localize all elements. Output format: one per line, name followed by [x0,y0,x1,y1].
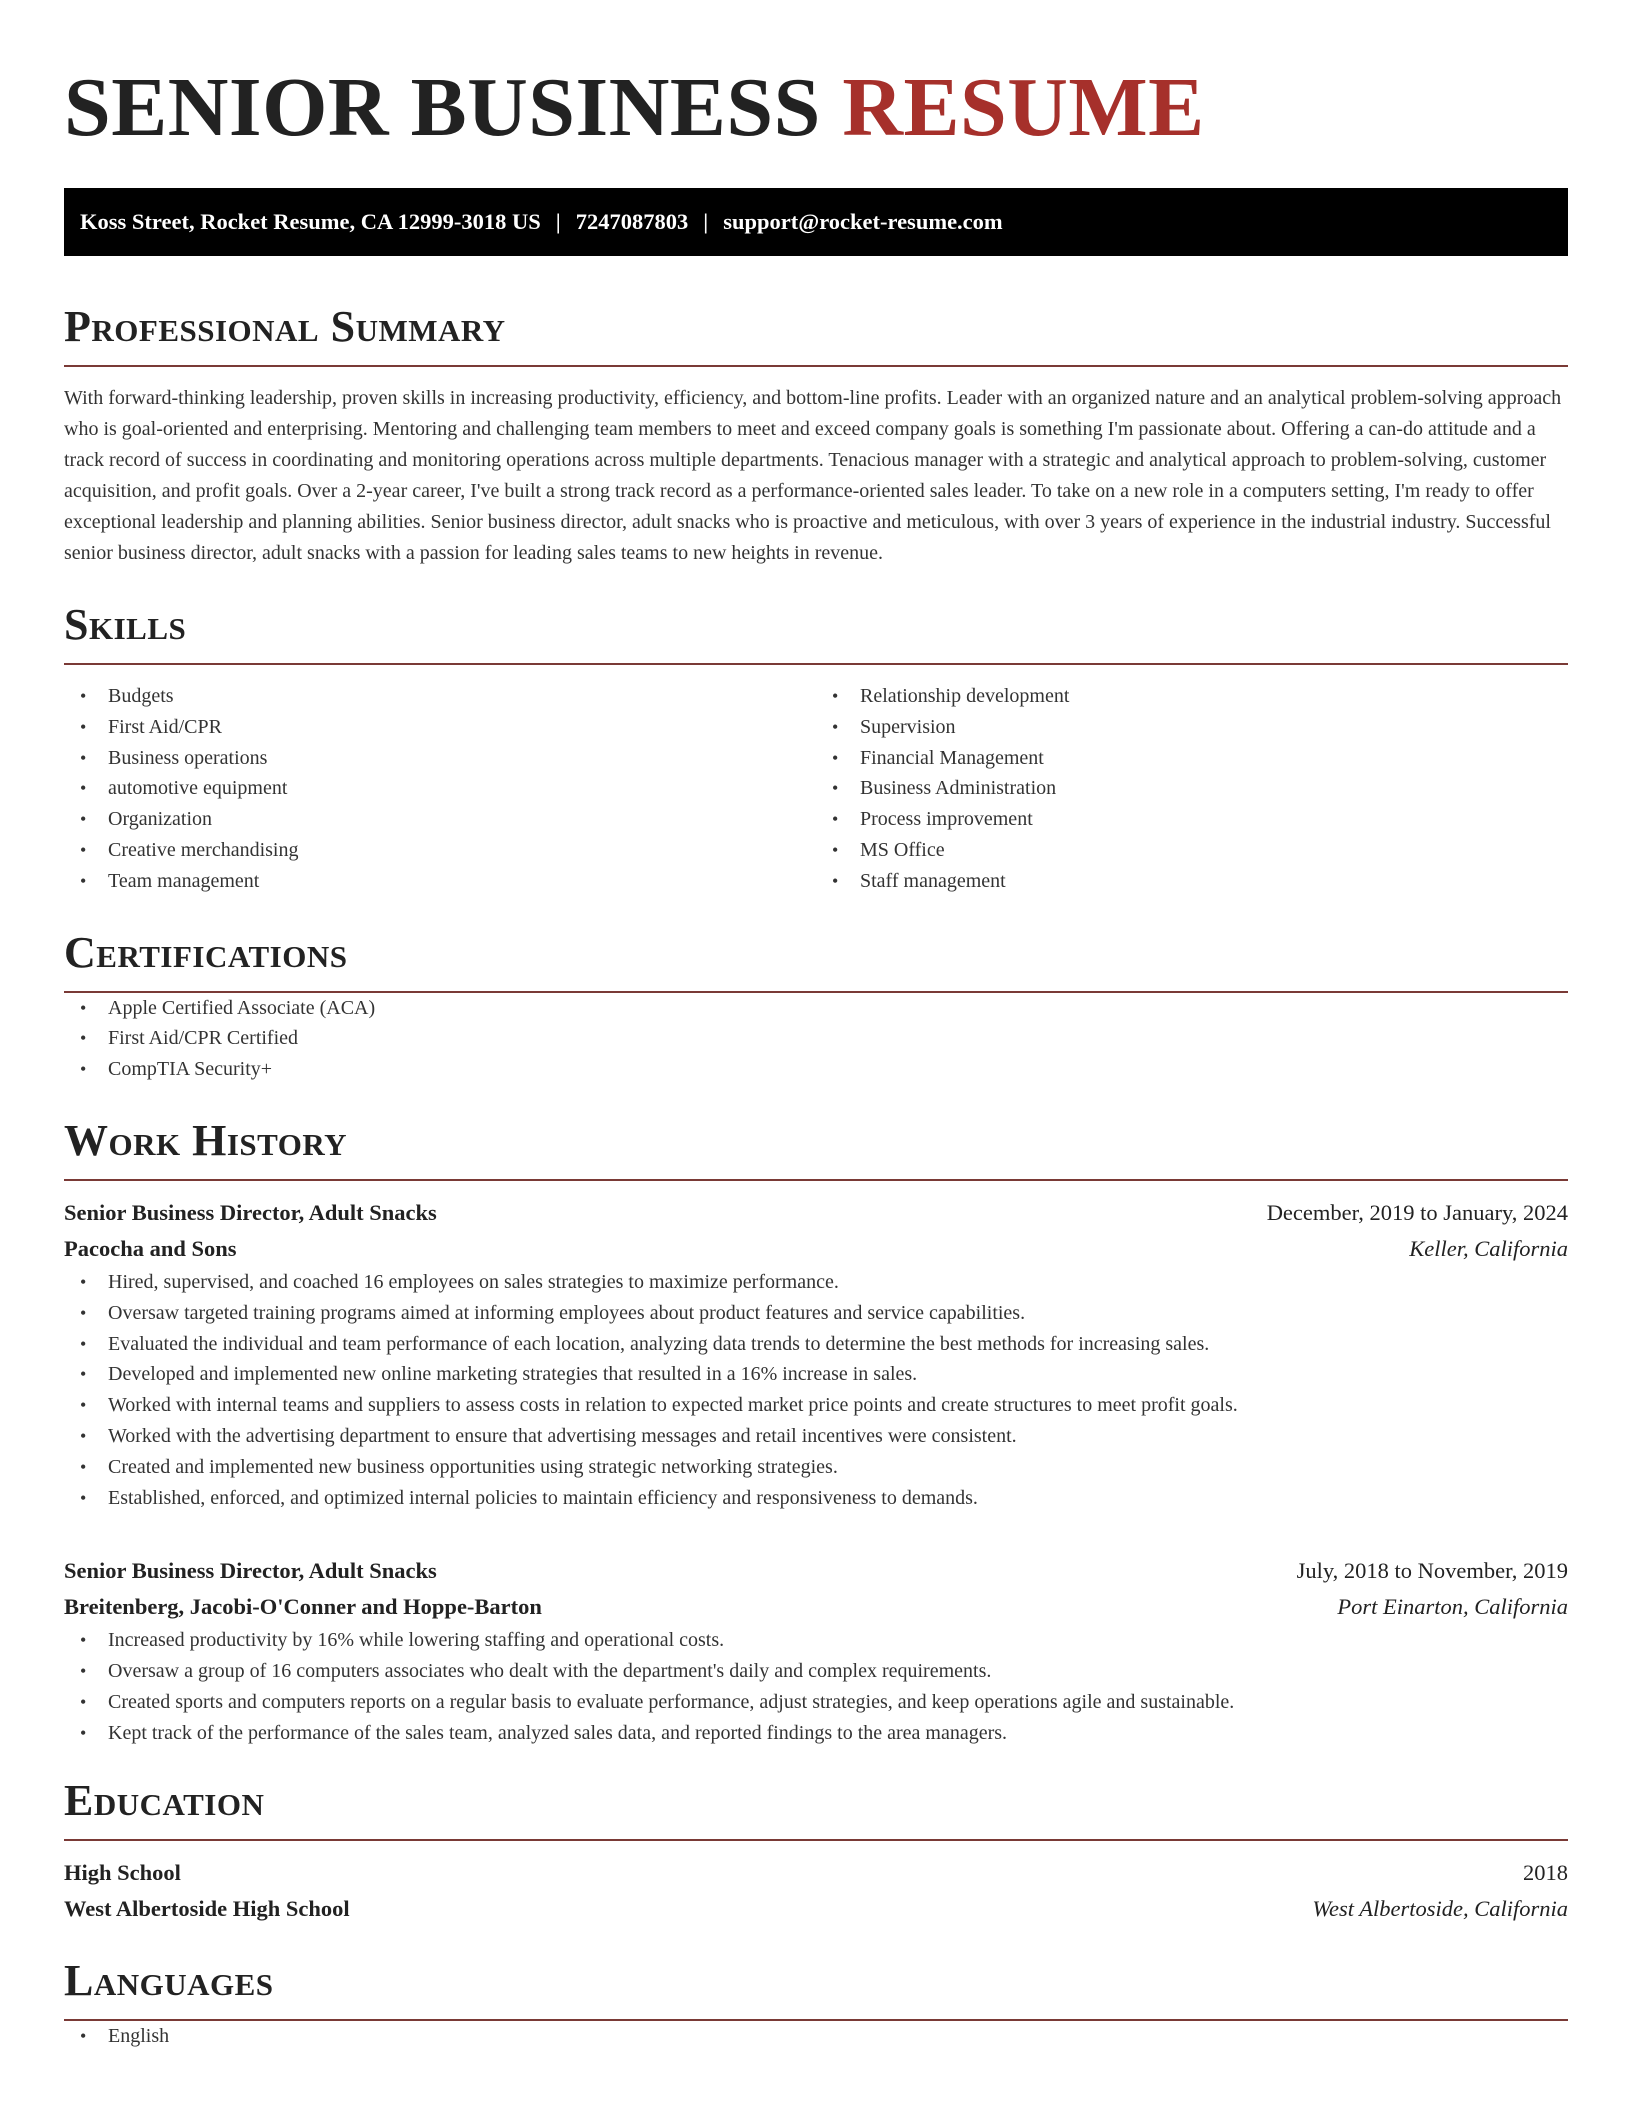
skill-item: • MS Office [816,835,1568,866]
summary-text: With forward-thinking leadership, proven skills in increasing productivity, efficiency, and bottom-line profits. Leader with an organized nature and an analytical problem-solving approach who is goal-oriented and enterprising. Mentoring and challenging team members to meet and exceed company goals is something I'm passionate about. Offering a can-do attitude and a track record of success in coordinating and monitoring operations across multiple departments. Tenacious manager with a strategic and analytical approach to problem-solving, customer acquisition, and profit goals. Over a 2-year career, I've built a strong track record as a performance-oriented sales leader. To take on a new role in a computers setting, I'm ready to offer exceptional leadership and planning abilities. Senior business director, adult snacks who is proactive and meticulous, with over 3 years of experience in the industrial industry. Successful senior business director, adult snacks with a passion for leading sales teams to new heights in revenue. [64,387,1562,564]
skills-columns [64,681,1568,897]
section-divider [64,1839,1568,1841]
education-school: West Albertoside High School [64,1895,350,1921]
skills-list-left [64,681,816,897]
skills-list-right [816,681,1568,897]
section-title-languages: Languages [64,1955,274,2005]
language-item: • English [64,2021,1568,2052]
professional-summary-section [64,302,1568,569]
education-location: West Albertoside, California [1312,1895,1568,1921]
section-divider [64,365,1568,367]
certifications-section [64,927,1568,1085]
title-accent: RESUME [842,61,1205,154]
job-bullet: • Established, enforced, and optimized internal policies to maintain efficiency and responsiveness to demands. [64,1483,1568,1514]
job-header-row [64,1195,1568,1231]
job-location: Port Einarton, California [1337,1594,1568,1620]
section-title-education: Education [64,1775,265,1825]
certification-item: • First Aid/CPR Certified [64,1023,1568,1054]
skill-item: • Organization [64,804,816,835]
skill-item: • automotive equipment [64,773,816,804]
skill-item: • Process improvement [816,804,1568,835]
skill-item: • Financial Management [816,743,1568,774]
education-entry [64,1855,1568,1927]
languages-list [64,2021,1568,2052]
section-title-skills: Skills [64,600,187,649]
resume-title [64,61,1568,154]
education-year: 2018 [1523,1859,1568,1885]
contact-email: support@rocket-resume.com [723,209,1003,234]
job-location: Keller, California [1409,1235,1568,1261]
skill-item: • Staff management [816,866,1568,897]
job-entry [64,1553,1568,1748]
job-bullets [64,1267,1568,1513]
education-header-row [64,1855,1568,1891]
job-bullets [64,1625,1568,1748]
job-bullet: • Created sports and computers reports on a regular basis to evaluate performance, adjust strategies, and keep operations agile and sustainable. [64,1687,1568,1718]
job-company: Breitenberg, Jacobi-O'Conner and Hoppe-Barton [64,1594,542,1620]
skill-item: • First Aid/CPR [64,712,816,743]
contact-bar [64,188,1568,256]
education-section [64,1775,1568,1927]
job-dates: July, 2018 to November, 2019 [1296,1558,1568,1584]
work-history-section [64,1115,1568,1749]
section-title-summary: Professional Summary [64,302,506,351]
job-bullet: • Oversaw targeted training programs aimed at informing employees about product features and service capabilities. [64,1298,1568,1329]
contact-phone: 7247087803 [575,209,689,234]
skill-item: • Relationship development [816,681,1568,712]
education-degree: High School [64,1859,181,1885]
certifications-list [64,993,1568,1085]
section-title-certifications: Certifications [64,927,348,977]
job-entry [64,1195,1568,1513]
job-bullet: • Worked with internal teams and suppliers to assess costs in relation to expected market price points and create structures to meet profit goals. [64,1390,1568,1421]
job-bullet: • Increased productivity by 16% while lowering staffing and operational costs. [64,1625,1568,1656]
skill-item: • Budgets [64,681,816,712]
contact-separator: | [555,209,561,234]
education-school-row [64,1891,1568,1927]
job-bullet: • Created and implemented new business opportunities using strategic networking strategies. [64,1452,1568,1483]
certification-item: • CompTIA Security+ [64,1054,1568,1085]
contact-separator: | [703,209,709,234]
job-role: Senior Business Director, Adult Snacks [64,1199,437,1225]
skill-item: • Supervision [816,712,1568,743]
job-bullet: • Developed and implemented new online marketing strategies that resulted in a 16% increase in sales. [64,1359,1568,1390]
section-divider [64,663,1568,665]
skill-item: • Team management [64,866,816,897]
job-role: Senior Business Director, Adult Snacks [64,1558,437,1584]
job-header-row [64,1553,1568,1589]
title-main: SENIOR BUSINESS [64,61,821,154]
skill-item: • Business operations [64,743,816,774]
job-bullet: • Evaluated the individual and team performance of each location, analyzing data trends to determine the best methods for increasing sales. [64,1329,1568,1360]
certification-item: • Apple Certified Associate (ACA) [64,993,1568,1024]
job-bullet: • Hired, supervised, and coached 16 employees on sales strategies to maximize performance. [64,1267,1568,1298]
section-title-work-history: Work History [64,1115,348,1165]
languages-section [64,1955,1568,2052]
job-dates: December, 2019 to January, 2024 [1266,1199,1568,1225]
job-bullet: • Worked with the advertising department to ensure that advertising messages and retail incentives were consistent. [64,1421,1568,1452]
job-company-row [64,1589,1568,1625]
skills-section [64,600,1568,897]
job-bullet: • Oversaw a group of 16 computers associates who dealt with the department's daily and complex requirements. [64,1656,1568,1687]
job-bullet: • Kept track of the performance of the sales team, analyzed sales data, and reported findings to the area managers. [64,1718,1568,1749]
job-company-row [64,1231,1568,1267]
job-company: Pacocha and Sons [64,1235,237,1261]
section-divider [64,1179,1568,1181]
skill-item: • Business Administration [816,773,1568,804]
contact-address: Koss Street, Rocket Resume, CA 12999-3018 US [80,209,541,234]
skill-item: • Creative merchandising [64,835,816,866]
